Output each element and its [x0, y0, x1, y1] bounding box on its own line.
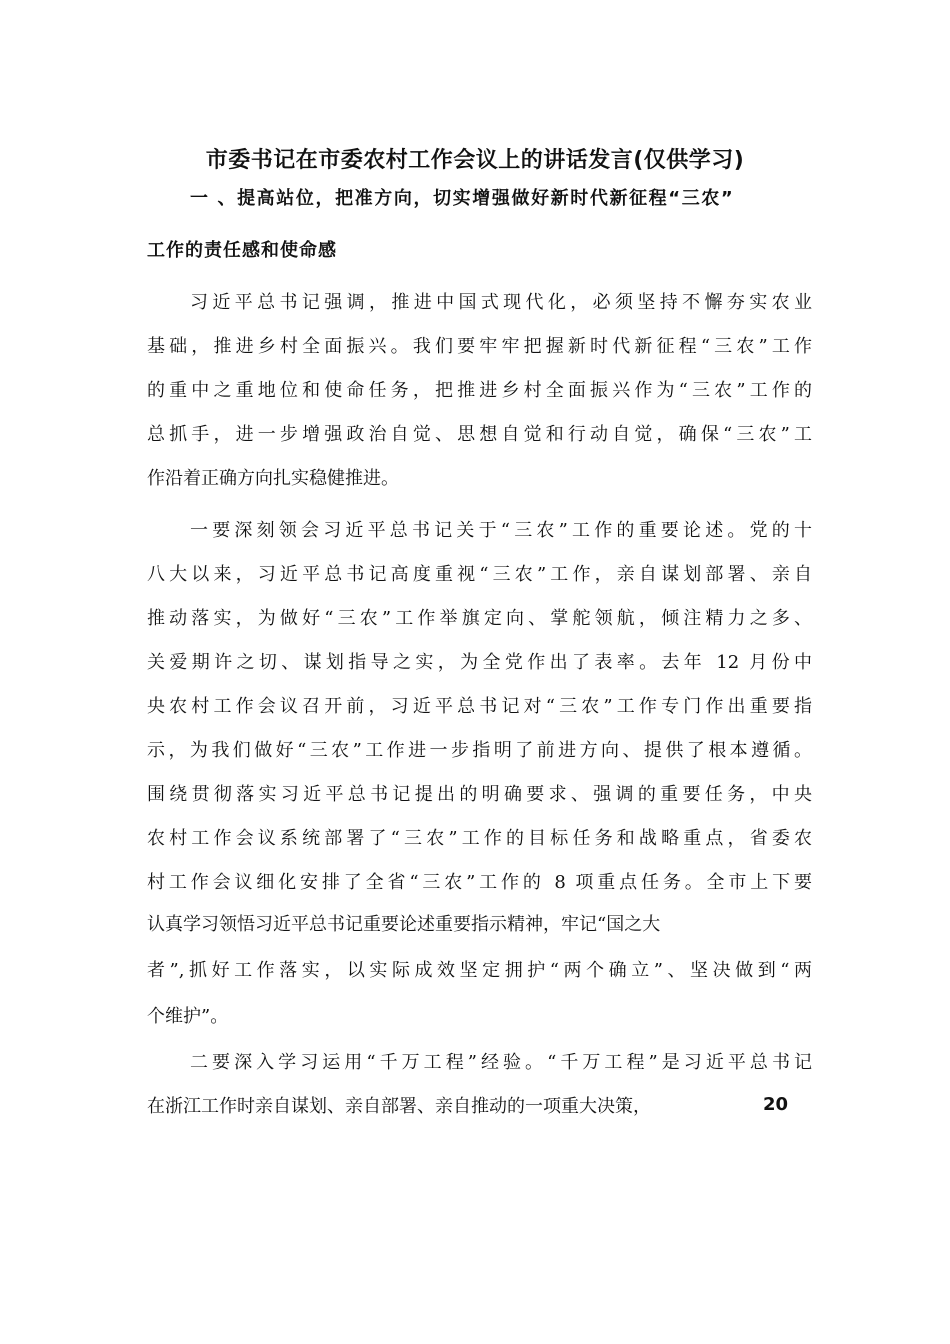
- paragraph-2-line-2: 八大以来，习近平总书记高度重视“三农”工作，亲自谋划部署、亲自: [147, 564, 812, 585]
- paragraph-1-line-1: 习近平总书记强调，推进中国式现代化，必须坚持不懈夯实农业: [190, 292, 812, 313]
- paragraph-2-line-3: 推动落实，为做好“三农”工作举旗定向、掌舵领航，倾注精力之多、: [147, 608, 812, 629]
- paragraph-2-line-11: 者”,抓好工作落实，以实际成效坚定拥护“两个确立”、坚决做到“两: [147, 960, 812, 981]
- paragraph-2-line-8: 农村工作会议系统部署了“三农”工作的目标任务和战略重点，省委农: [147, 828, 812, 849]
- paragraph-1-line-3: 的重中之重地位和使命任务，把推进乡村全面振兴作为“三农”工作的: [147, 380, 812, 401]
- paragraph-2-line-5: 央农村工作会议召开前，习近平总书记对“三农”工作专门作出重要指: [147, 696, 812, 717]
- paragraph-3-line-1: 二要深入学习运用“千万工程”经验。“千万工程”是习近平总书记: [190, 1052, 812, 1073]
- paragraph-3-line-2: 在浙江工作时亲自谋划、亲自部署、亲自推动的一项重大决策，: [147, 1096, 651, 1117]
- paragraph-1-line-2: 基础，推进乡村全面振兴。我们要牢牢把握新时代新征程“三农”工作: [147, 336, 812, 357]
- page-number: 20: [763, 1094, 789, 1115]
- document-title: 市委书记在市委农村工作会议上的讲话发言(仅供学习): [205, 148, 745, 173]
- paragraph-2-line-7: 围绕贯彻落实习近平总书记提出的明确要求、强调的重要任务，中央: [147, 784, 812, 805]
- paragraph-1-line-4: 总抓手，进一步增强政治自觉、思想自觉和行动自觉，确保“三农”工: [147, 424, 812, 445]
- section-heading-line-1: 一 、提高站位，把准方向，切实增强做好新时代新征程“三农”: [190, 188, 735, 209]
- paragraph-2-line-4: 关爱期许之切、谋划指导之实，为全党作出了表率。去年 12 月份中: [147, 652, 812, 673]
- paragraph-2-line-1: 一要深刻领会习近平总书记关于“三农”工作的重要论述。党的十: [190, 520, 812, 541]
- paragraph-2-line-6: 示，为我们做好“三农”工作进一步指明了前进方向、提供了根本遵循。: [147, 740, 812, 761]
- section-heading-line-2: 工作的责任感和使命感: [147, 240, 337, 261]
- paragraph-2-line-10: 认真学习领悟习近平总书记重要论述重要指示精神，牢记“国之大: [147, 914, 661, 935]
- paragraph-2-line-9: 村工作会议细化安排了全省“三农”工作的 8 项重点任务。全市上下要: [147, 872, 812, 893]
- paragraph-1-line-5: 作沿着正确方向扎实稳健推进。: [147, 468, 399, 489]
- paragraph-2-line-12: 个维护”。: [147, 1006, 229, 1027]
